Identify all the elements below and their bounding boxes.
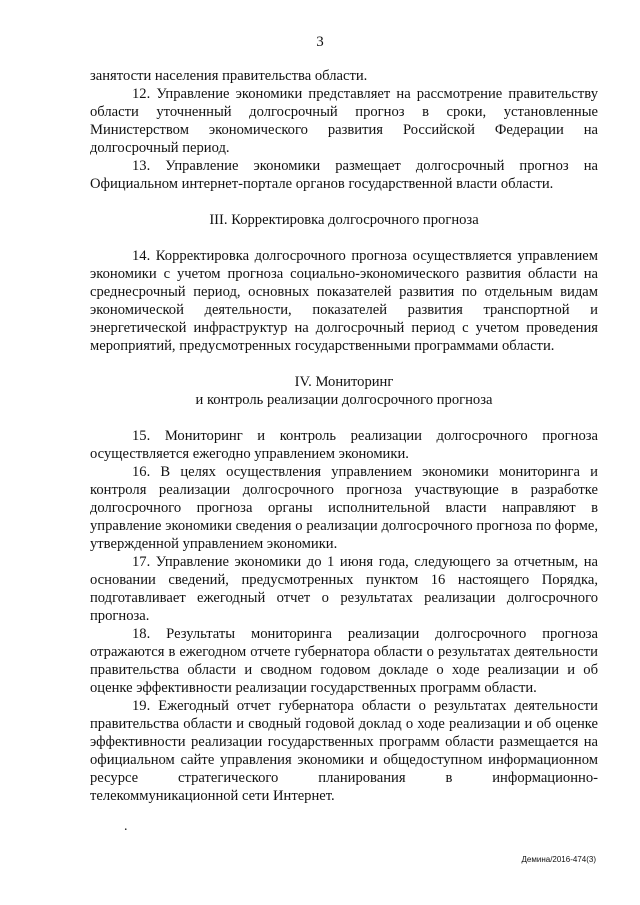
page-number: 3	[316, 34, 324, 50]
spacer	[90, 229, 598, 247]
paragraph-18: 18. Результаты мониторинга реализации долгосрочного прогноза отражаются в ежегодном отчете губернатора области о результатах деятельности правительства области и сводном годовом докладе о ходе реализации и об оценке эффективности реализации государственных программ области.	[90, 626, 598, 696]
document-body	[90, 67, 598, 805]
section-3-heading: III. Корректировка долгосрочного прогноза	[209, 212, 479, 228]
paragraph-16: 16. В целях осуществления управлением экономики мониторинга и контроля реализации долгосрочного прогноза участвующие в разработке долгосрочного прогноза органы исполнительной власти направляют в управление экономики сведения о реализации долгосрочного прогноза по форме, утвержденной управлением экономики.	[90, 464, 598, 552]
paragraph-15: 15. Мониторинг и контроль реализации долгосрочного прогноза осуществляется ежегодно управлением экономики.	[90, 428, 598, 462]
spacer	[90, 409, 598, 427]
paragraph-continuation: занятости населения правительства области.	[90, 68, 368, 84]
stray-mark: .	[124, 819, 128, 834]
paragraph-12: 12. Управление экономики представляет на рассмотрение правительству области уточненный долгосрочный прогноз в сроки, установленные Министерством экономического развития Российской Федерации на долгосрочный период.	[90, 86, 598, 156]
spacer	[90, 193, 598, 211]
section-4-heading-line-1: IV. Мониторинг	[294, 374, 394, 390]
spacer	[90, 355, 598, 373]
paragraph-17: 17. Управление экономики до 1 июня года, следующего за отчетным, на основании сведений, предусмотренных пунктом 16 настоящего Порядка, подготавливает ежегодный отчет о результатах реализации долгосрочного прогноза.	[90, 554, 598, 624]
paragraph-19: 19. Ежегодный отчет губернатора области о результатах деятельности правительства области и сводный годовой доклад о ходе реализации и об оценке эффективности реализации государственных программ области размещается на официальном сайте управления экономики и общедоступном информационном ресурсе стратегического планирования в информационно-телекоммуникационной сети Интернет.	[90, 698, 598, 804]
document-code: Демина/2016-474(3)	[521, 855, 596, 864]
paragraph-13: 13. Управление экономики размещает долгосрочный прогноз на Официальном интернет-портале органов государственной власти области.	[90, 158, 598, 192]
paragraph-14: 14. Корректировка долгосрочного прогноза осуществляется управлением экономики с учетом прогноза социально-экономического развития области на среднесрочный период, основных показателей развития по отдельным видам экономической деятельности, показателей развития транспортной и энергетической инфраструктур на долгосрочный период с учетом проведения мероприятий, предусмотренных государственными программами области.	[90, 248, 598, 354]
section-4-heading-line-2: и контроль реализации долгосрочного прогноза	[195, 392, 493, 408]
